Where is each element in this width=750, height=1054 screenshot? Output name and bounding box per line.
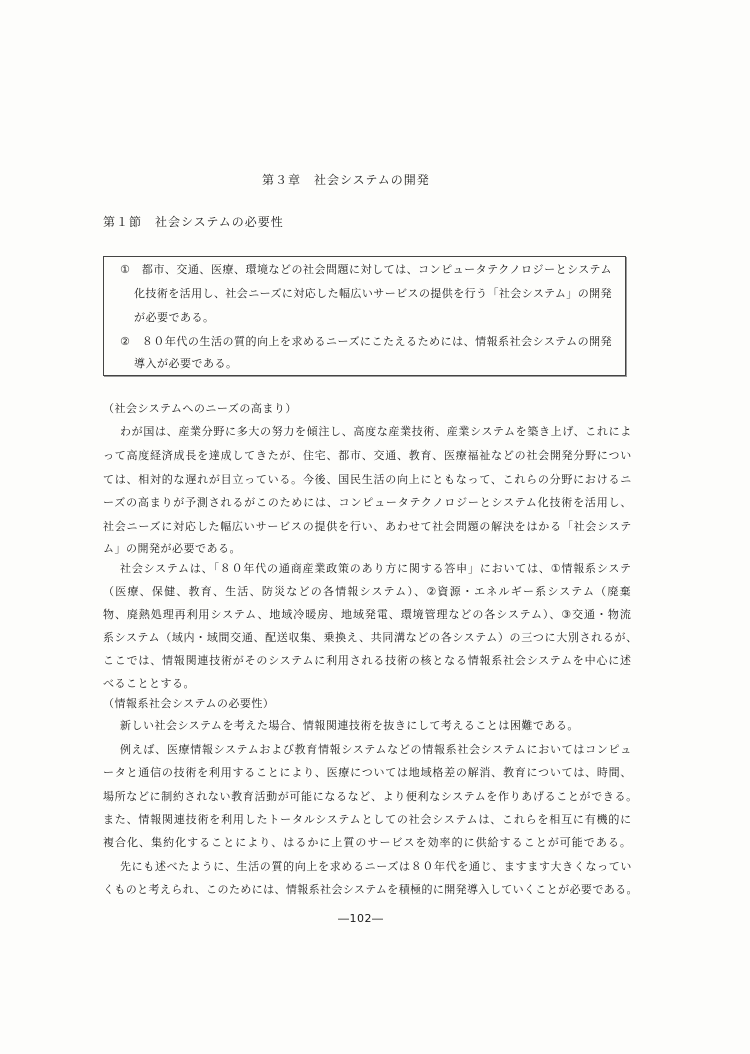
summary-line: 導入が必要である。 <box>134 357 238 370</box>
paragraph-line: 例えば、医療情報システムおよび教育情報システムなどの情報系社会システムにおいてはコンピュ <box>120 743 632 756</box>
summary-line: 化技術を活用し、社会ニーズに対応した幅広いサービスの提供を行う「社会システム」の開発 <box>134 287 612 300</box>
chapter-title: 第３章 社会システムの開発 <box>262 173 430 187</box>
paragraph-line: 新しい社会システムを考えた場合、情報関連技術を抜きにして考えることは困難である。 <box>120 719 579 732</box>
paragraph-line: 社会ニーズに対応した幅広いサービスの提供を行い、あわせて社会問題の解決をはかる「社会システ <box>103 520 632 533</box>
paragraph-line: べることとする。 <box>103 677 195 690</box>
section-title: 第１節 社会システムの必要性 <box>103 215 284 229</box>
paragraph-line: ータと通信の技術を利用することにより、医療については地域格差の解消、教育については、時間、 <box>103 766 633 779</box>
paragraph-line: （医療、保健、教育、生活、防災などの各情報システム）、②資源・エネルギー系システム（廃棄 <box>103 585 632 598</box>
summary-line: ① 都市、交通、医療、環境などの社会問題に対しては、コンピュータテクノロジーとシステム <box>120 263 613 276</box>
paragraph-line: また、情報関連技術を利用したトータルシステムとしての社会システムは、これらを相互に有機的に <box>103 813 632 826</box>
paragraph-line: 社会システムは、「８０年代の通商産業政策のあり方に関する答申」においては、①情報系システ <box>120 562 632 575</box>
paragraph-line: 系システム（域内・域間交通、配送収集、乗換え、共同溝などの各システム）の三つに大別されるが、 <box>103 631 638 644</box>
paragraph-line: 先にも述べたように、生活の質的向上を求めるニーズは８０年代を通じ、ますます大きくなってい <box>120 860 633 873</box>
paragraph-line: わが国は、産業分野に多大の努力を傾注し、高度な産業技術、産業システムを築き上げ、これによ <box>120 425 632 438</box>
subsection-heading: （社会システムへのニーズの高まり） <box>103 402 297 415</box>
paragraph-line: ム」の開発が必要である。 <box>103 542 241 555</box>
subsection-heading: （情報系社会システムの必要性） <box>103 697 275 710</box>
paragraph-line: 複合化、集約化することにより、はるかに上質のサービスを効率的に供給することが可能である。 <box>103 836 632 849</box>
paragraph-line: くものと考えられ、このためには、情報系社会システムを積極的に開発導入していくことが必要である。 <box>103 883 638 896</box>
paragraph-line: 場所などに制約されない教育活動が可能になるなど、より便利なシステムを作りあげることができる。 <box>103 790 638 803</box>
paragraph-line: ては、相対的な遅れが目立っている。今後、国民生活の向上にともなって、これらの分野におけるニ <box>103 473 632 486</box>
paragraph-line: ーズの高まりが予測されるがこのためには、コンピュータテクノロジーとシステム化技術を活用し、 <box>103 496 633 509</box>
paragraph-line: って高度経済成長を達成してきたが、住宅、都市、交通、教育、医療福祉などの社会開発分野につい <box>103 449 632 462</box>
paragraph-line: ここでは、情報関連技術がそのシステムに利用される技術の核となる情報系社会システムを中心に述 <box>103 654 632 667</box>
page-number: ―102― <box>338 912 384 925</box>
summary-line: が必要である。 <box>134 311 215 324</box>
summary-line: ② ８０年代の生活の質的向上を求めるニーズにこたえるためには、情報系社会システムの開発 <box>120 335 613 348</box>
paragraph-line: 物、廃熱処理再利用システム、地域冷暖房、地域発電、環境管理などの各システム）、③交通・物流 <box>103 608 632 621</box>
